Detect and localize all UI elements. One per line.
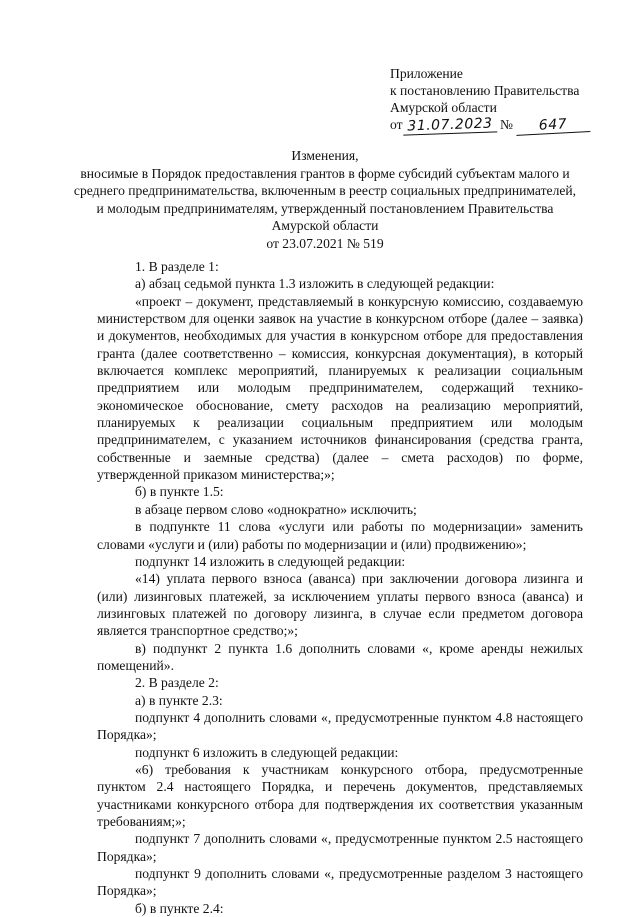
document-body: [97, 258, 583, 917]
paragraph: «14) уплата первого взноса (аванса) при заключении договора лизинга и (или) лизинговых платежей, за исключением уплаты первого взноса (аванса) и лизинговых платежей по договору лизинга, в случае если предметом договора является транспортное средство;»;: [97, 571, 583, 639]
title-line: от 23.07.2021 № 519: [266, 235, 384, 251]
document-title: [70, 147, 580, 252]
paragraph: 1. В разделе 1:: [135, 259, 219, 274]
paragraph: подпункт 9 дополнить словами «, предусмотренные разделом 3 настоящего Порядка»;: [97, 866, 583, 899]
paragraph: б) в пункте 1.5:: [135, 484, 224, 500]
appendix-date-number: [390, 116, 590, 134]
title-line: Амурской области: [271, 218, 379, 233]
appendix-header: [390, 65, 590, 134]
appendix-resolution: к постановлению Правительства: [390, 83, 580, 98]
paragraph: в абзаце первом слово «однократно» исключить;: [135, 501, 417, 517]
title-line: среднего предпринимательства, включенным в реестр социальных предпринимателей,: [73, 183, 577, 198]
paragraph: в подпункте 11 слова «услуги или работы по модернизации» заменить словами «услуги и (или) работы по модернизации и (или) продвижению»;: [97, 519, 583, 552]
paragraph: подпункт 7 дополнить словами «, предусмотренные пунктом 2.5 настоящего Порядка»;: [97, 831, 583, 864]
handwritten-number: 647: [516, 116, 591, 136]
number-prefix: №: [499, 117, 513, 132]
paragraph: в) подпункт 2 пункта 1.6 дополнить словами «, кроме аренды нежилых помещений».: [97, 640, 583, 673]
paragraph: «6) требования к участникам конкурсного отбора, предусмотренные пунктом 2.4 настоящего Порядка, и перечень документов, представляемых участниками конкурсного отбора для подтверждения их соответствия указанным требованиям;»;: [97, 761, 583, 829]
paragraph: а) абзац седьмой пункта 1.3 изложить в следующей редакции:: [135, 276, 495, 292]
title-line: Изменения,: [291, 148, 359, 163]
paragraph: подпункт 4 дополнить словами «, предусмотренные пунктом 4.8 настоящего Порядка»;: [97, 709, 583, 743]
paragraph: подпункт 6 изложить в следующей редакции:: [135, 744, 399, 760]
paragraph: подпункт 14 изложить в следующей редакции:: [135, 553, 406, 569]
paragraph: б) в пункте 2.4:: [135, 900, 224, 916]
date-prefix: от: [390, 117, 403, 132]
paragraph: 2. В разделе 2:: [135, 675, 219, 691]
paragraph: а) в пункте 2.3:: [135, 692, 223, 708]
title-line: вносимые в Порядок предоставления грантов в форме субсидий субъектам малого и: [80, 165, 570, 181]
appendix-title: Приложение: [390, 66, 463, 81]
paragraph: «проект – документ, представляемый в конкурсную комиссию, создаваемую министерством для оценки заявок на участие в конкурсном отборе (далее – заявка) и документов, необходимых для участия в конкурсном отборе для предоставления гранта (далее соответственно – комиссия, конкурсная документация), в который включается комплекс мероприятий, планируемых к реализации социальным предприятием или молодым предпринимателем, содержащий технико-экономическое обоснование, смету расходов на реализацию мероприятий, планируемых к реализации социальным предприятием или молодым предпринимателем, с указанием источников финансирования (средства гранта, собственные и заемные средства) (далее – смета расходов) по форме, утвержденной приказом министерства;»;: [97, 293, 583, 483]
handwritten-date: 31.07.2023: [402, 116, 497, 135]
title-line: и молодым предпринимателям, утвержденный постановлением Правительства: [96, 200, 554, 216]
appendix-region: Амурской области: [390, 100, 497, 115]
